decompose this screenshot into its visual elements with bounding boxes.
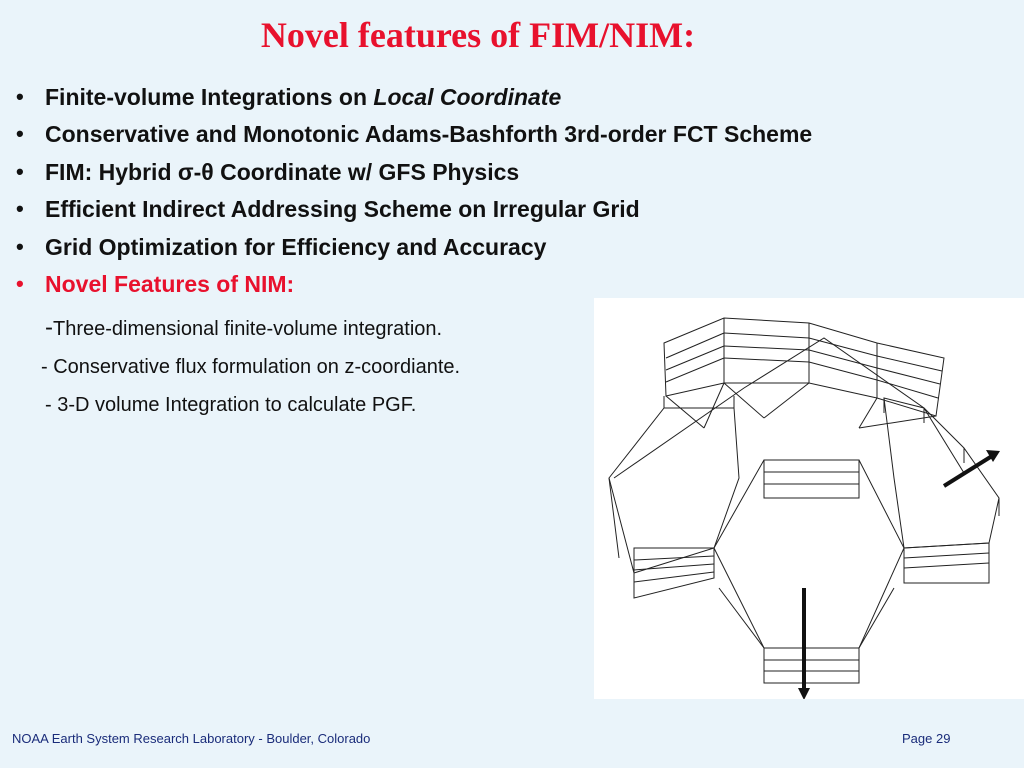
footer-organization: NOAA Earth System Research Laboratory - Boulder, Colorado <box>12 731 371 746</box>
bullet-text: Efficient Indirect Addressing Scheme on Irregular Grid <box>45 196 640 223</box>
slide-title: Novel features of FIM/NIM: <box>260 15 696 55</box>
bullet-dot: • <box>16 196 24 222</box>
bullet-dot: • <box>16 270 24 296</box>
bullet-dot: • <box>16 233 24 259</box>
bullet-dot: • <box>16 158 24 184</box>
sub-item: - 3-D volume Integration to calculate PGF. <box>45 394 417 416</box>
sub-item: - Conservative flux formulation on z-coordiante. <box>41 356 461 378</box>
bullet-text: Finite-volume Integrations on <box>45 84 374 110</box>
sub-item-dash: - <box>45 314 53 341</box>
bullet-text: Grid Optimization for Efficiency and Accuracy <box>45 233 547 260</box>
bullet-text: FIM: Hybrid σ-θ Coordinate w/ GFS Physics <box>45 158 520 185</box>
bullet-text: Novel Features of NIM: <box>45 270 295 297</box>
sub-item-text: Three-dimensional finite-volume integration. <box>53 318 443 340</box>
grid-figure <box>594 298 1024 699</box>
bullet-dot: • <box>16 121 24 147</box>
bullet-emphasis: Local Coordinate <box>373 84 562 110</box>
bullet-dot: • <box>16 84 24 109</box>
page-number: Page 29 <box>902 731 951 746</box>
grid-cells-diagram <box>594 298 1024 699</box>
sub-item <box>45 314 442 342</box>
bullet-text: Conservative and Monotonic Adams-Bashforth 3rd-order FCT Scheme <box>45 121 813 148</box>
